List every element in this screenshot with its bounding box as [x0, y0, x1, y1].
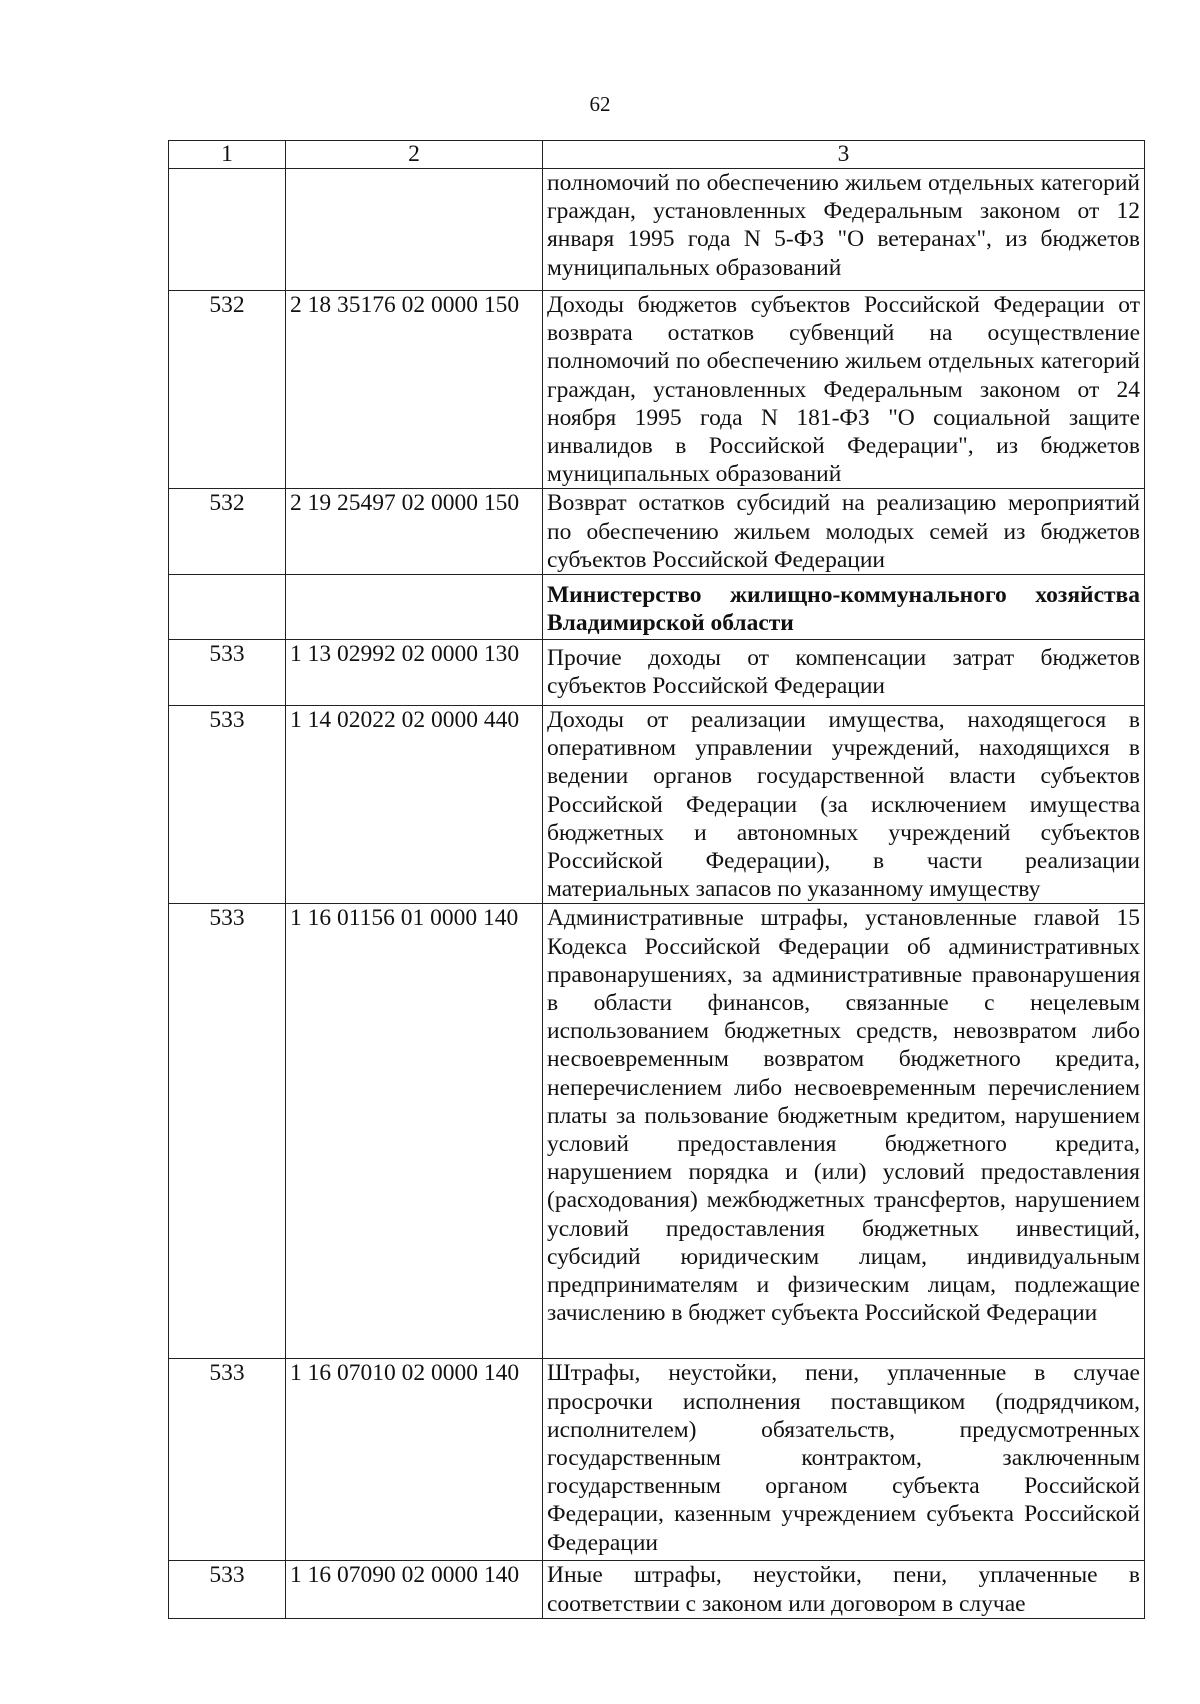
admin-code-cell: 533 [169, 706, 286, 904]
admin-code-cell [169, 575, 286, 640]
admin-code-cell [169, 169, 286, 291]
table-row [169, 904, 1145, 1359]
description-cell: Иные штрафы, неустойки, пени, уплаченные в соответствии с законом или договором в случае [543, 1561, 1145, 1618]
admin-code-cell: 533 [169, 904, 286, 1359]
description-cell: Доходы бюджетов субъектов Российской Федерации от возврата остатков субвенций на осуществление полномочий по обеспечению жильем отдельных категорий граждан, установленных Федеральным законом от 24 ноября 1995 года N 181-ФЗ "О социальной защите инвалидов в Российской Федерации", из бюджетов муниципальных образований [543, 291, 1145, 489]
table-row [169, 1359, 1145, 1561]
admin-code-cell: 533 [169, 640, 286, 706]
column-header-2: 2 [286, 141, 543, 169]
section-title-cell: Министерство жилищно-коммунального хозяйства Владимирской области [543, 575, 1145, 640]
description-cell: полномочий по обеспечению жильем отдельных категорий граждан, установленных Федеральным законом от 12 января 1995 года N 5-ФЗ "О ветеранах", из бюджетов муниципальных образований [543, 169, 1145, 291]
budget-code-cell: 1 16 01156 01 0000 140 [286, 904, 543, 1359]
description-cell: Возврат остатков субсидий на реализацию мероприятий по обеспечению жильем молодых семей из бюджетов субъектов Российской Федерации [543, 489, 1145, 575]
budget-code-cell: 2 18 35176 02 0000 150 [286, 291, 543, 489]
table-header-row [169, 141, 1145, 169]
table-row [169, 1561, 1145, 1618]
table-row [169, 169, 1145, 291]
table-row [169, 640, 1145, 706]
budget-code-cell: 1 14 02022 02 0000 440 [286, 706, 543, 904]
budget-code-cell [286, 575, 543, 640]
admin-code-cell: 532 [169, 291, 286, 489]
budget-code-cell: 1 16 07090 02 0000 140 [286, 1561, 543, 1618]
column-header-3: 3 [543, 141, 1145, 169]
description-cell: Прочие доходы от компенсации затрат бюджетов субъектов Российской Федерации [543, 640, 1145, 706]
description-cell: Административные штрафы, установленные главой 15 Кодекса Российской Федерации об административных правонарушениях, за административные правонарушения в области финансов, связанные с нецелевым использованием бюджетных средств, невозвратом либо несвоевременным возвратом бюджетного кредита, неперечислением либо несвоевременным перечислением платы за пользование бюджетным кредитом, нарушением условий предоставления бюджетного кредита, нарушением порядка и (или) условий предоставления (расходования) межбюджетных трансфертов, нарушением условий предоставления бюджетных инвестиций, субсидий юридическим лицам, индивидуальным предпринимателям и физическим лицам, подлежащие зачислению в бюджет субъекта Российской Федерации [543, 904, 1145, 1359]
table-row [169, 489, 1145, 575]
admin-code-cell: 532 [169, 489, 286, 575]
budget-code-cell [286, 169, 543, 291]
budget-code-cell: 2 19 25497 02 0000 150 [286, 489, 543, 575]
table-row [169, 706, 1145, 904]
admin-code-cell: 533 [169, 1561, 286, 1618]
column-header-1: 1 [169, 141, 286, 169]
section-header-row [169, 575, 1145, 640]
description-cell: Доходы от реализации имущества, находящегося в оперативном управлении учреждений, находящихся в ведении органов государственной власти субъектов Российской Федерации (за исключением имущества бюджетных и автономных учреждений субъектов Российской Федерации), в части реализации материальных запасов по указанному имуществу [543, 706, 1145, 904]
budget-code-cell: 1 13 02992 02 0000 130 [286, 640, 543, 706]
budget-code-cell: 1 16 07010 02 0000 140 [286, 1359, 543, 1561]
page-number: 62 [589, 92, 611, 116]
table-row [169, 291, 1145, 489]
description-cell: Штрафы, неустойки, пени, уплаченные в случае просрочки исполнения поставщиком (подрядчиком, исполнителем) обязательств, предусмотренных государственным контрактом, заключенным государственным органом субъекта Российской Федерации, казенным учреждением субъекта Российской Федерации [543, 1359, 1145, 1561]
admin-code-cell: 533 [169, 1359, 286, 1561]
revenue-codes-table [168, 140, 1145, 1619]
